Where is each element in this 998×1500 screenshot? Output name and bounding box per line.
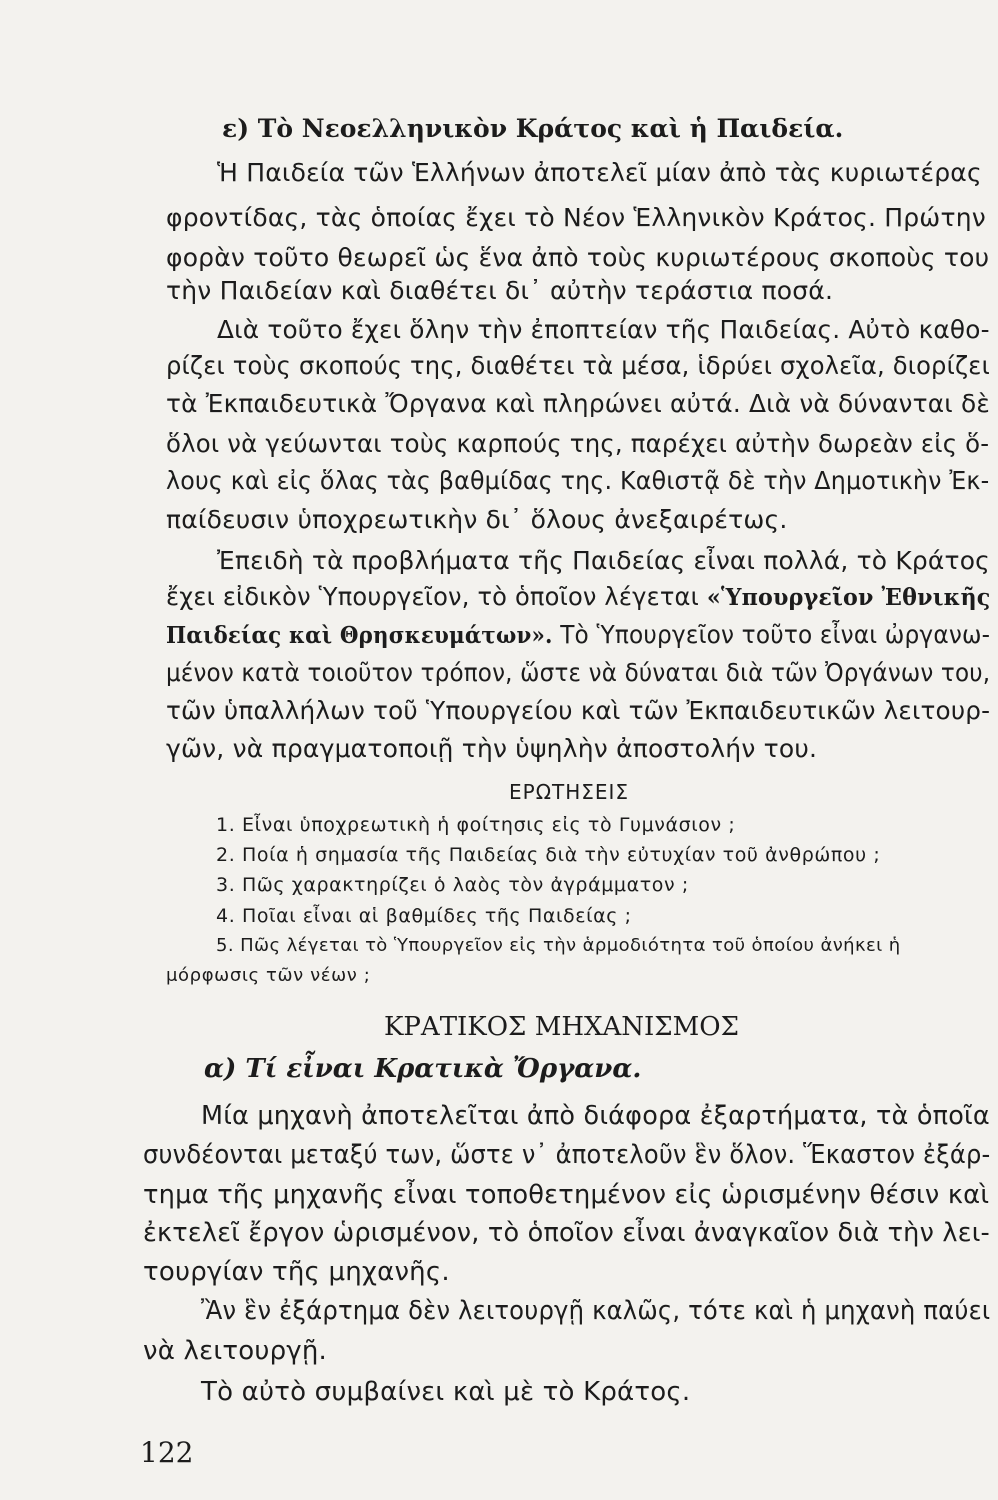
question-item: 5. Πῶς λέγεται τὸ Ὑπουργεῖον εἰς τὴν ἁρμοδιότητα τοῦ ὁποίου ἀνήκει ἡ	[216, 935, 901, 956]
question-item: 2. Ποία ἡ σημασία τῆς Παιδείας διὰ τὴν εὐτυχίαν τοῦ ἀνθρώπου ;	[216, 844, 881, 866]
page-number: 122	[140, 1436, 194, 1469]
text-line: Μία μηχανὴ ἀποτελεῖται ἀπὸ διάφορα ἐξαρτήματα, τὰ ὁποῖα	[201, 1101, 990, 1131]
text-line: νὰ λειτουργῇ.	[143, 1336, 328, 1366]
question-item: 3. Πῶς χαρακτηρίζει ὁ λαὸς τὸν ἀγράμματον ;	[216, 874, 689, 896]
text-line: Διὰ τοῦτο ἔχει ὅλην τὴν ἐποπτείαν τῆς Παιδείας. Αὐτὸ καθο-	[217, 315, 990, 344]
text-line: τὴν Παιδείαν καὶ διαθέτει δι᾽ αὐτὴν τεράστια ποσά.	[166, 276, 834, 305]
text-line: ὅλοι νὰ γεύωνται τοὺς καρπούς της, παρέχει αὐτὴν δωρεὰν εἰς ὅ-	[166, 429, 990, 458]
text-line: ρίζει τοὺς σκοπούς της, διαθέτει τὰ μέσα, ἱδρύει σχολεῖα, διορίζει	[166, 351, 990, 380]
text-span: ἔχει εἰδικὸν Ὑπουργεῖον, τὸ ὁποῖον λέγεται	[166, 582, 707, 611]
text-line: φροντίδας, τὰς ὁποίας ἔχει τὸ Νέον Ἑλληνικὸν Κράτος. Πρώτην	[166, 203, 986, 232]
ministry-name-bold: Παιδείας καὶ Θρησκευμάτων».	[166, 622, 553, 649]
text-line: ἐκτελεῖ ἔργον ὡρισμένον, τὸ ὁποῖον εἶναι ἀναγκαῖον διὰ τὴν λει-	[143, 1218, 990, 1248]
question-item-continuation: μόρφωσις τῶν νέων ;	[166, 965, 371, 986]
question-item: 1. Εἶναι ὑποχρεωτικὴ ἡ φοίτησις εἰς τὸ Γυμνάσιον ;	[216, 814, 736, 836]
questions-title: ΕΡΩΤΗΣΕΙΣ	[509, 780, 630, 804]
question-item: 4. Ποῖαι εἶναι αἱ βαθμίδες τῆς Παιδείας ;	[216, 905, 632, 927]
text-line: τουργίαν τῆς μηχανῆς.	[143, 1257, 450, 1287]
text-line: Τὸ αὐτὸ συμβαίνει καὶ μὲ τὸ Κράτος.	[201, 1377, 691, 1407]
text-line: Ἡ Παιδεία τῶν Ἑλλήνων ἀποτελεῖ μίαν ἀπὸ τὰς κυριωτέρας	[217, 158, 982, 187]
text-line: παίδευσιν ὑποχρεωτικὴν δι᾽ ὅλους ἀνεξαιρέτως.	[166, 505, 788, 534]
section-heading: ε) Τὸ Νεοελληνικὸν Κράτος καὶ ἡ Παιδεία.	[222, 114, 844, 143]
text-line: Ἐπειδὴ τὰ προβλήματα τῆς Παιδείας εἶναι πολλά, τὸ Κράτος	[217, 546, 990, 575]
ministry-name-bold: «Ὑπουργεῖον Ἐθνικῆς	[706, 584, 991, 611]
text-line: τὰ Ἐκπαιδευτικὰ Ὄργανα καὶ πληρώνει αὐτά. Διὰ νὰ δύνανται δὲ	[166, 389, 990, 418]
text-line: λους καὶ εἰς ὅλας τὰς βαθμίδας της. Καθιστᾷ δὲ τὴν Δημοτικὴν Ἐκ-	[166, 466, 990, 495]
text-line	[166, 582, 991, 611]
text-line: γῶν, νὰ πραγματοποιῇ τὴν ὑψηλὴν ἀποστολήν του.	[166, 734, 818, 763]
text-line: τῶν ὑπαλλήλων τοῦ Ὑπουργείου καὶ τῶν Ἐκπαιδευτικῶν λειτουρ-	[166, 696, 991, 725]
text-line	[166, 620, 990, 649]
text-line: συνδέονται μεταξύ των, ὥστε ν᾽ ἀποτελοῦν ἓν ὅλον. Ἕκαστον ἐξάρ-	[143, 1140, 991, 1170]
text-line: Ἂν ἓν ἐξάρτημα δὲν λειτουργῇ καλῶς, τότε καὶ ἡ μηχανὴ παύει	[201, 1296, 991, 1326]
text-span: Τὸ Ὑπουργεῖον τοῦτο εἶναι ὠργανω-	[552, 620, 991, 649]
text-line: φορὰν τοῦτο θεωρεῖ ὡς ἕνα ἀπὸ τοὺς κυριωτέρους σκοποὺς του	[166, 243, 990, 272]
text-line: τημα τῆς μηχανῆς εἶναι τοποθετημένον εἰς ὡρισμένην θέσιν καὶ	[143, 1180, 990, 1210]
text-line: μένον κατὰ τοιοῦτον τρόπον, ὥστε νὰ δύναται διὰ τῶν Ὀργάνων του,	[166, 658, 991, 687]
sub-heading: α) Τί εἶναι Κρατικὰ Ὄργανα.	[204, 1054, 642, 1084]
chapter-title: ΚΡΑΤΙΚΟΣ ΜΗΧΑΝΙΣΜΟΣ	[384, 1012, 739, 1042]
